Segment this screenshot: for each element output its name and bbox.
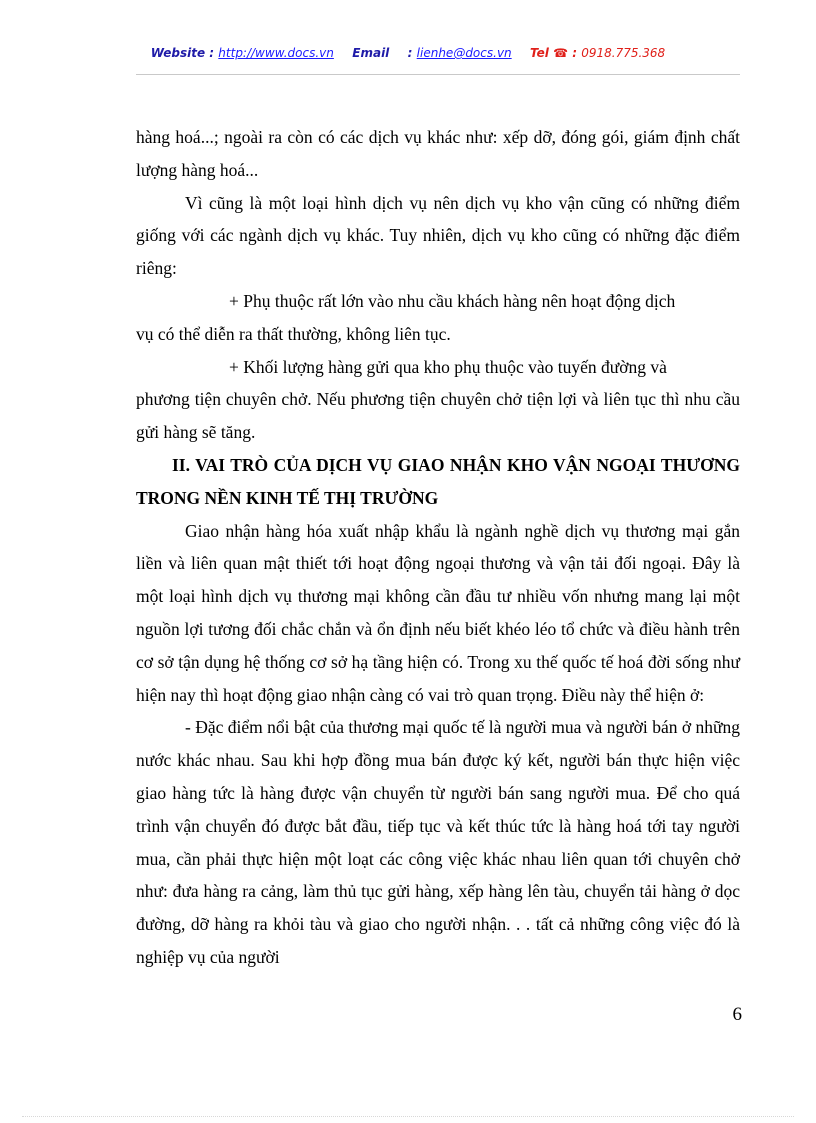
header-divider [136,74,740,75]
paragraph-warehouse-service: Vì cũng là một loại hình dịch vụ nên dịch vụ kho vận cũng có những điểm giống với các ngành dịch vụ khác. Tuy nhiên, dịch vụ kho cũng có những đặc điểm riêng: [136,192,740,279]
paragraph-trade-feature: - Đặc điểm nổi bật của thương mại quốc tế là người mua và người bán ở những nước khác nhau. Sau khi hợp đồng mua bán được ký kết, người bán thực hiện việc giao hàng tức là hàng được vận chuyển từ người bán sang người mua. Để cho quá trình vận chuyển đó được bắt đầu, tiếp tục và kết thúc tức là hàng hoá tới tay người mua, cần phải thực hiện một loạt các công việc khác nhau liên quan tới chuyên chở như: đưa hàng ra cảng, làm thủ tục gửi hàng, xếp hàng lên tàu, chuyển tải hàng ở dọc đường, dỡ hàng ra khỏi tàu và giao cho người nhận. . . tất cả những công việc đó là nghiệp vụ của người [136,717,740,967]
section-heading: II. VAI TRÒ CỦA DỊCH VỤ GIAO NHẬN KHO VẬN NGOẠI THƯƠNG TRONG NỀN KINH TẾ THỊ TRƯỜNG [136,454,740,508]
website-label: Website : [150,46,215,60]
page-number: 6 [732,1004,742,1025]
tel-label: Tel ☎ : [530,46,578,60]
email-link[interactable]: lienhe@docs.vn [416,46,512,60]
paragraph-continuation: hàng hoá...; ngoài ra còn có các dịch vụ khác như: xếp dỡ, đóng gói, giám định chất lượng hàng hoá... [136,127,740,180]
email-separator: : [407,46,413,60]
footer-divider [22,1116,794,1117]
bullet-2-line-1: + Khối lượng hàng gửi qua kho phụ thuộc vào tuyến đường và [229,356,667,377]
bullet-2-rest: phương tiện chuyên chở. Nếu phương tiện chuyên chở tiện lợi và liên tục thì nhu cầu gửi hàng sẽ tăng. [136,389,740,443]
phone-number: 0918.775.368 [581,46,666,60]
page-header [0,46,816,68]
email-label: Email [352,46,390,60]
bullet-1-line-1: + Phụ thuộc rất lớn vào nhu cầu khách hàng nên hoạt động dịch [229,290,676,311]
paragraph-role: Giao nhận hàng hóa xuất nhập khẩu là ngành nghề dịch vụ thương mại gắn liền và liên quan mật thiết tới hoạt động ngoại thương và vận tải đối ngoại. Đây là một loại hình dịch vụ thương mại không cần đầu tư nhiều vốn nhưng mang lại một nguồn lợi tương đối chắc chắn và ổn định nếu biết khéo léo tổ chức và điều hành trên cơ sở tận dụng hệ thống cơ sở hạ tầng hiện có. Trong xu thế quốc tế hoá đời sống như hiện nay thì hoạt động giao nhận càng có vai trò quan trọng. Điều này thể hiện ở: [136,520,740,705]
website-link[interactable]: http://www.docs.vn [218,46,334,60]
page-content [136,121,740,974]
bullet-1-line-2: vụ có thể diễn ra thất thường, không liên tục. [136,323,451,344]
